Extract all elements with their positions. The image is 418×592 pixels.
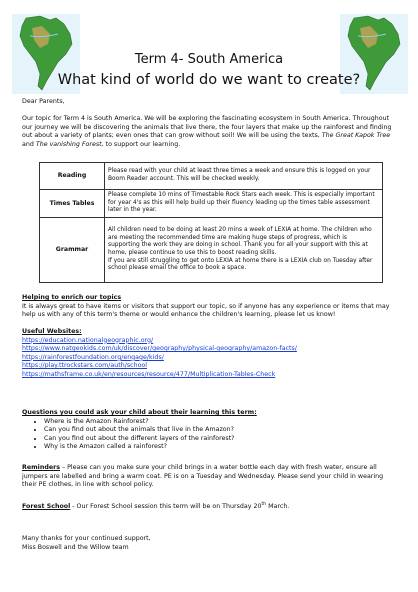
questions-section (22, 409, 398, 452)
link-ttrockstars[interactable]: https://play.ttrockstars.com/auth/school (22, 362, 148, 370)
link-rainforest-foundation[interactable]: https://rainforestfoundation.org/engage/kids/ (22, 353, 164, 361)
row-text: All children need to be doing at least 20 mins a week of LEXIA at home. The children who are meeting the recommended time are making huge steps of progress, which is supporting the work they are doing in school. Thank you for all your support with this at home, please continue to use this to boost reading skills. (108, 227, 372, 256)
helping-text: It is always great to have items or visitors that support our topic, so if anyone has any experience or items that may help us with any of this term's theme or would enhance the children's learning, please let us know! (22, 302, 390, 319)
signoff (22, 535, 398, 552)
table-row-times-tables (40, 190, 383, 218)
link-natgeokids[interactable]: https://www.natgeokids.com/uk/discover/geography/physical-geography/amazon-facts/ (22, 345, 297, 353)
helping-section (22, 294, 398, 320)
row-label: Reading (40, 163, 105, 190)
link-mathsframe[interactable]: https://mathsframe.co.uk/en/resources/resource/477/Multiplication-Tables-Check (22, 370, 276, 378)
book-title-kapok: The Great Kapok Tree (321, 132, 391, 140)
row-text: Please read with your child at least three times a week and ensure this is logged on your Boom Reader account. This will be checked weekly. (105, 163, 383, 190)
list-item: • Can you find out about the different layers of the rainforest? (44, 435, 398, 444)
page-subtitle: What kind of world do we want to create? (57, 72, 361, 88)
intro-text: Our topic for Term 4 is South America. We will be exploring the fascinating ecosystem in South America. Throughout our journey we will be discovering the animals that live there, the four layers that make up the rainforest and finding out about a variety of plants; even ones that can grow without soil! We will be using the texts, (22, 115, 392, 140)
page-title: Term 4- South America (134, 52, 284, 67)
signoff-line: Many thanks for your continued support, (22, 535, 151, 542)
row-label: Grammar (40, 218, 105, 283)
websites-heading: Useful Websites: (22, 328, 82, 335)
greeting: Dear Parents, (22, 98, 65, 105)
row-text: Please complete 10 mins of Timestable Rock Stars each week. This is especially important for year 4's as this will help build up their fluency leading up the times table assessment later in the year. (105, 190, 383, 218)
forest-school-heading: Forest School (22, 503, 71, 511)
row-text-club: If you are still struggling to get onto LEXIA at home there is a LEXIA club on Tuesday after school please email the office to book a space. (108, 257, 373, 272)
table-row-reading (40, 163, 383, 190)
questions-heading: Questions you could ask your child about their learning this term: (22, 409, 257, 416)
table-row-grammar (40, 218, 383, 283)
forest-school-date-suffix: th (261, 502, 267, 507)
reminders-heading: Reminders (22, 464, 60, 471)
questions-list (22, 418, 398, 452)
forest-school-section (22, 501, 398, 512)
signoff-name: Miss Boswell and the Willow team (22, 543, 129, 551)
row-text-cell (105, 218, 383, 283)
helping-heading: Helping to enrich our topics (22, 294, 122, 301)
websites-section (22, 328, 398, 380)
intro-and: and (22, 140, 36, 148)
link-natgeo-education[interactable]: https://education.nationalgeographic.org/ (22, 336, 154, 344)
reminders-text: – Please can you make sure your child brings in a water bottle each day with fresh water, ensure all jumpers are labelled and bring a warm coat. PE is on a Tuesday and Wednesday. Please send your child in wearing their PE clothes, in line with school policy. (22, 464, 384, 489)
intro-paragraph (22, 115, 398, 149)
reminders-section (22, 464, 398, 490)
list-item: • Can you find out about the animals that live in the Amazon? (44, 426, 398, 435)
row-label: Times Tables (40, 190, 105, 218)
list-item: • Why is the Amazon called a rainforest? (44, 443, 398, 452)
book-title-vanishing-forest: The vanishing Forest, (35, 140, 104, 148)
list-item: • Where is the Amazon Rainforest? (44, 418, 398, 427)
home-learning-table (39, 162, 383, 283)
intro-end: to support our learning. (103, 140, 181, 148)
forest-school-text: - Our Forest School session this term will be on Thursday 20 (70, 503, 262, 511)
forest-school-text-end: March. (266, 503, 290, 511)
